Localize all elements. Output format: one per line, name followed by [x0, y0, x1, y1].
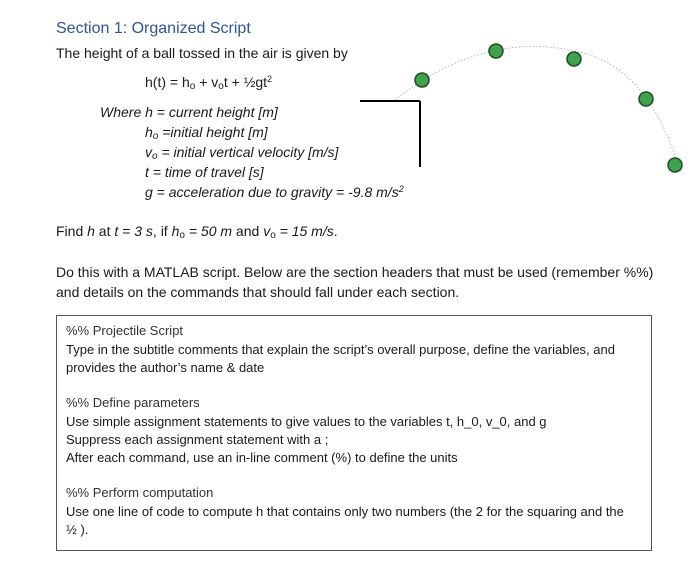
ball-3: [567, 52, 581, 66]
section-header-parameters: %% Define parameters: [66, 395, 200, 410]
ball-1: [415, 73, 429, 87]
section-title: Section 1: Organized Script: [56, 20, 251, 37]
section-header-computation: %% Perform computation: [66, 485, 214, 500]
def-h0: $h_o$ =initial height [m]: [145, 124, 268, 142]
height-formula: $h(t) = h_o + v_ot$ + $\frac{1}{2}gt^2$: [145, 74, 273, 92]
ball-5: [668, 158, 682, 172]
def-v0: $v_o$ = initial vertical velocity [m/s]: [145, 144, 339, 162]
script-sections-box: [56, 315, 652, 551]
def-t: t = time of travel [s]: [145, 164, 264, 180]
ball-2: [489, 44, 503, 58]
ball-4: [639, 92, 653, 106]
intro-text: The height of a ball tossed in the air is given by: [56, 45, 348, 61]
projectile-diagram: [350, 30, 690, 190]
section-body-projectile: Type in the subtitle comments that explain the script’s overall purpose, define the variables, and provides the author’s name & date: [66, 342, 615, 375]
instructions-paragraph: Do this with a MATLAB script. Below are the section headers that must be used (remember %%) and details on the commands that should fall under each section.: [56, 264, 654, 300]
computation-body: Use one line of code to compute h that contains only two numbers (the 2 for the squaring and the ½ ).: [66, 504, 624, 537]
find-statement: Find h at t = 3 s, if $h_o = 50$ m and $v_o = 15$ m/s.: [56, 223, 338, 241]
def-where: Where h = current height [m]: [100, 104, 278, 120]
section-header-projectile: %% Projectile Script: [66, 323, 184, 338]
trajectory-arc: [395, 46, 678, 165]
parameters-line-2: Suppress each assignment statement with a ;: [66, 432, 329, 447]
def-g: g = acceleration due to gravity = -9.8 $m/s^2$: [145, 184, 404, 200]
parameters-line-3: After each command, use an in-line comment (%) to define the units: [66, 450, 458, 465]
parameters-line-1: Use simple assignment statements to give values to the variables t, h_0, v_0, and g: [66, 414, 547, 429]
